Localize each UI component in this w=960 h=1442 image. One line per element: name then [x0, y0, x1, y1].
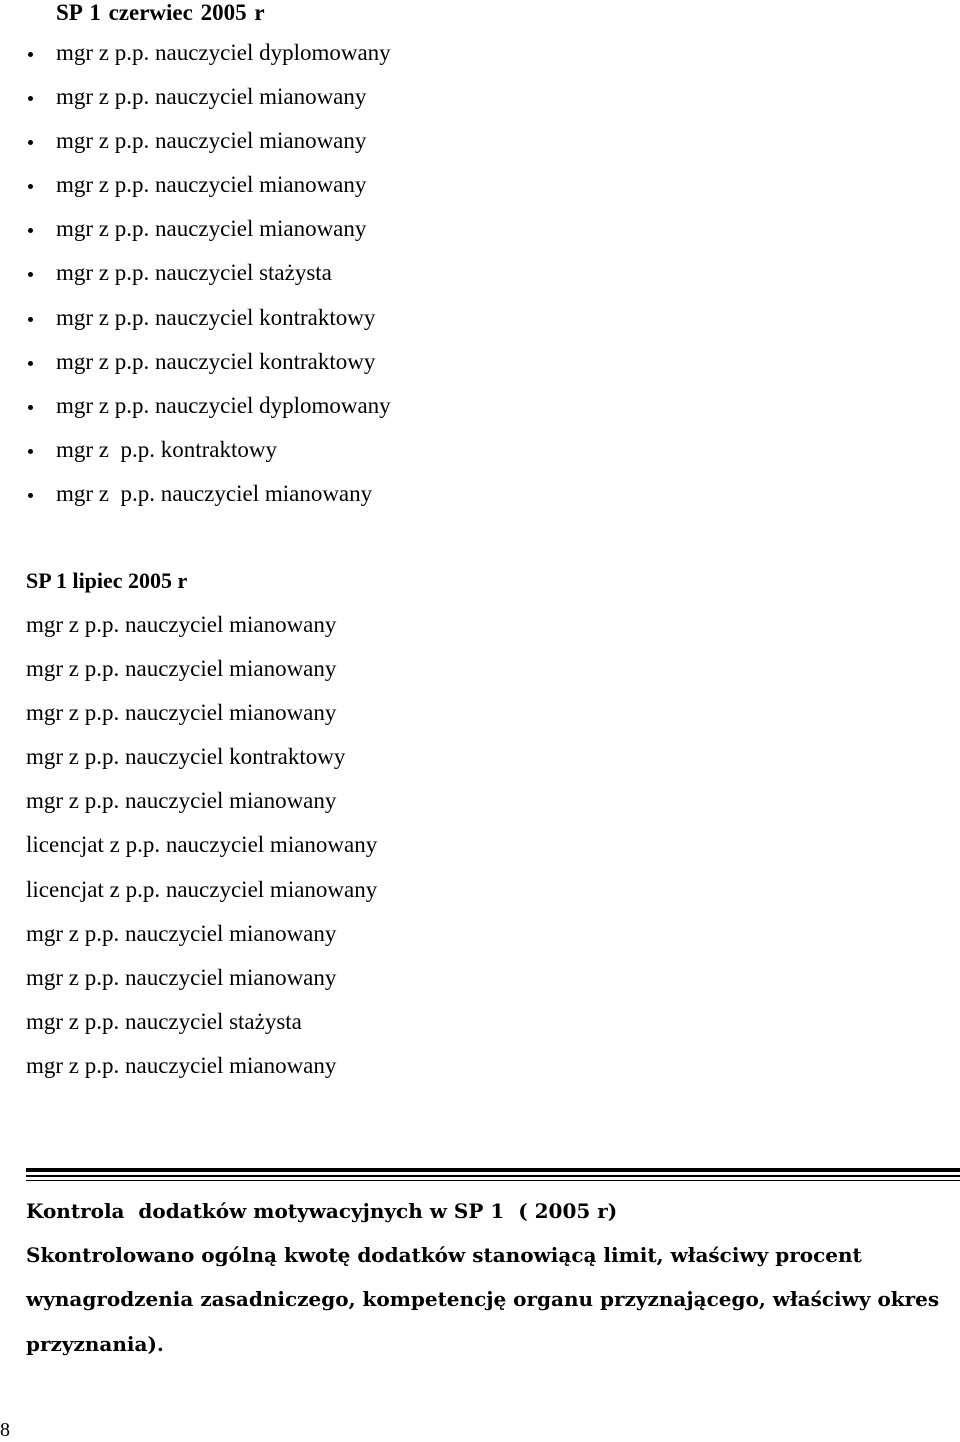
list-item: mgr z p.p. nauczyciel mianowany — [26, 612, 337, 637]
list-item-text: mgr z p.p. nauczyciel mianowany — [56, 128, 367, 154]
bullet-icon — [28, 405, 33, 410]
summary-block — [26, 1196, 946, 1373]
summary-title: Kontrola dodatków motywacyjnych w SP 1 ( 2005 r) — [26, 1199, 618, 1223]
divider — [26, 1175, 960, 1177]
list-item — [0, 479, 391, 523]
bullet-icon — [28, 272, 33, 277]
summary-text-line: wynagrodzenia zasadniczego, kompetencję organu przyznającego, właściwy okres — [26, 1287, 940, 1312]
bullet-icon — [28, 228, 33, 233]
list-item — [0, 258, 391, 302]
bullet-icon — [28, 493, 33, 498]
list-item-text: mgr z p.p. nauczyciel kontraktowy — [56, 348, 376, 374]
list-item: mgr z p.p. nauczyciel kontraktowy — [26, 744, 346, 770]
bullet-icon — [28, 361, 33, 366]
section1-list — [0, 38, 391, 523]
bullet-icon — [28, 52, 33, 57]
list-item: mgr z p.p. nauczyciel mianowany — [26, 964, 337, 990]
list-item-text: mgr z p.p. nauczyciel dyplomowany — [56, 40, 391, 65]
summary-text-line: Skontrolowano ogólną kwotę dodatków stanowiącą limit, właściwy procent — [26, 1243, 862, 1268]
divider — [26, 1168, 960, 1172]
list-item-text: mgr z p.p. kontraktowy — [56, 436, 278, 462]
list-item-text: mgr z p.p. nauczyciel stażysta — [56, 260, 332, 286]
summary-text-line: przyznania). — [26, 1331, 164, 1356]
list-item-text: mgr z p.p. nauczyciel mianowany — [56, 216, 367, 242]
bullet-icon — [28, 140, 33, 145]
list-item-text: mgr z p.p. nauczyciel mianowany — [56, 84, 367, 110]
list-item: licencjat z p.p. nauczyciel mianowany — [26, 876, 378, 902]
bullet-icon — [28, 449, 33, 454]
list-item-text: mgr z p.p. nauczyciel dyplomowany — [56, 392, 391, 418]
section1-heading: SP 1 czerwiec 2005 r — [56, 0, 265, 25]
list-item: mgr z p.p. nauczyciel mianowany — [26, 920, 337, 946]
bullet-icon — [28, 184, 33, 189]
list-item: mgr z p.p. nauczyciel mianowany — [26, 1052, 337, 1078]
list-item — [0, 82, 391, 126]
list-item-text: mgr z p.p. nauczyciel kontraktowy — [56, 304, 376, 330]
list-item — [0, 391, 391, 435]
section2-list — [26, 610, 377, 1095]
section2-heading: SP 1 lipiec 2005 r — [26, 568, 188, 593]
bullet-icon — [28, 317, 33, 322]
divider — [26, 1180, 960, 1181]
list-item-text: mgr z p.p. nauczyciel mianowany — [56, 480, 373, 506]
list-item: mgr z p.p. nauczyciel stażysta — [26, 1008, 302, 1034]
list-item: licencjat z p.p. nauczyciel mianowany — [26, 832, 378, 858]
list-item: mgr z p.p. nauczyciel mianowany — [26, 788, 337, 814]
list-item — [0, 303, 391, 347]
list-item — [0, 126, 391, 170]
list-item — [0, 170, 391, 214]
list-item — [0, 38, 391, 82]
list-item — [0, 347, 391, 391]
bullet-icon — [28, 96, 33, 101]
list-item — [0, 214, 391, 258]
list-item-text: mgr z p.p. nauczyciel mianowany — [56, 172, 367, 198]
list-item: mgr z p.p. nauczyciel mianowany — [26, 656, 337, 682]
page-number: 8 — [0, 1419, 10, 1441]
list-item — [0, 435, 391, 479]
list-item: mgr z p.p. nauczyciel mianowany — [26, 700, 337, 726]
